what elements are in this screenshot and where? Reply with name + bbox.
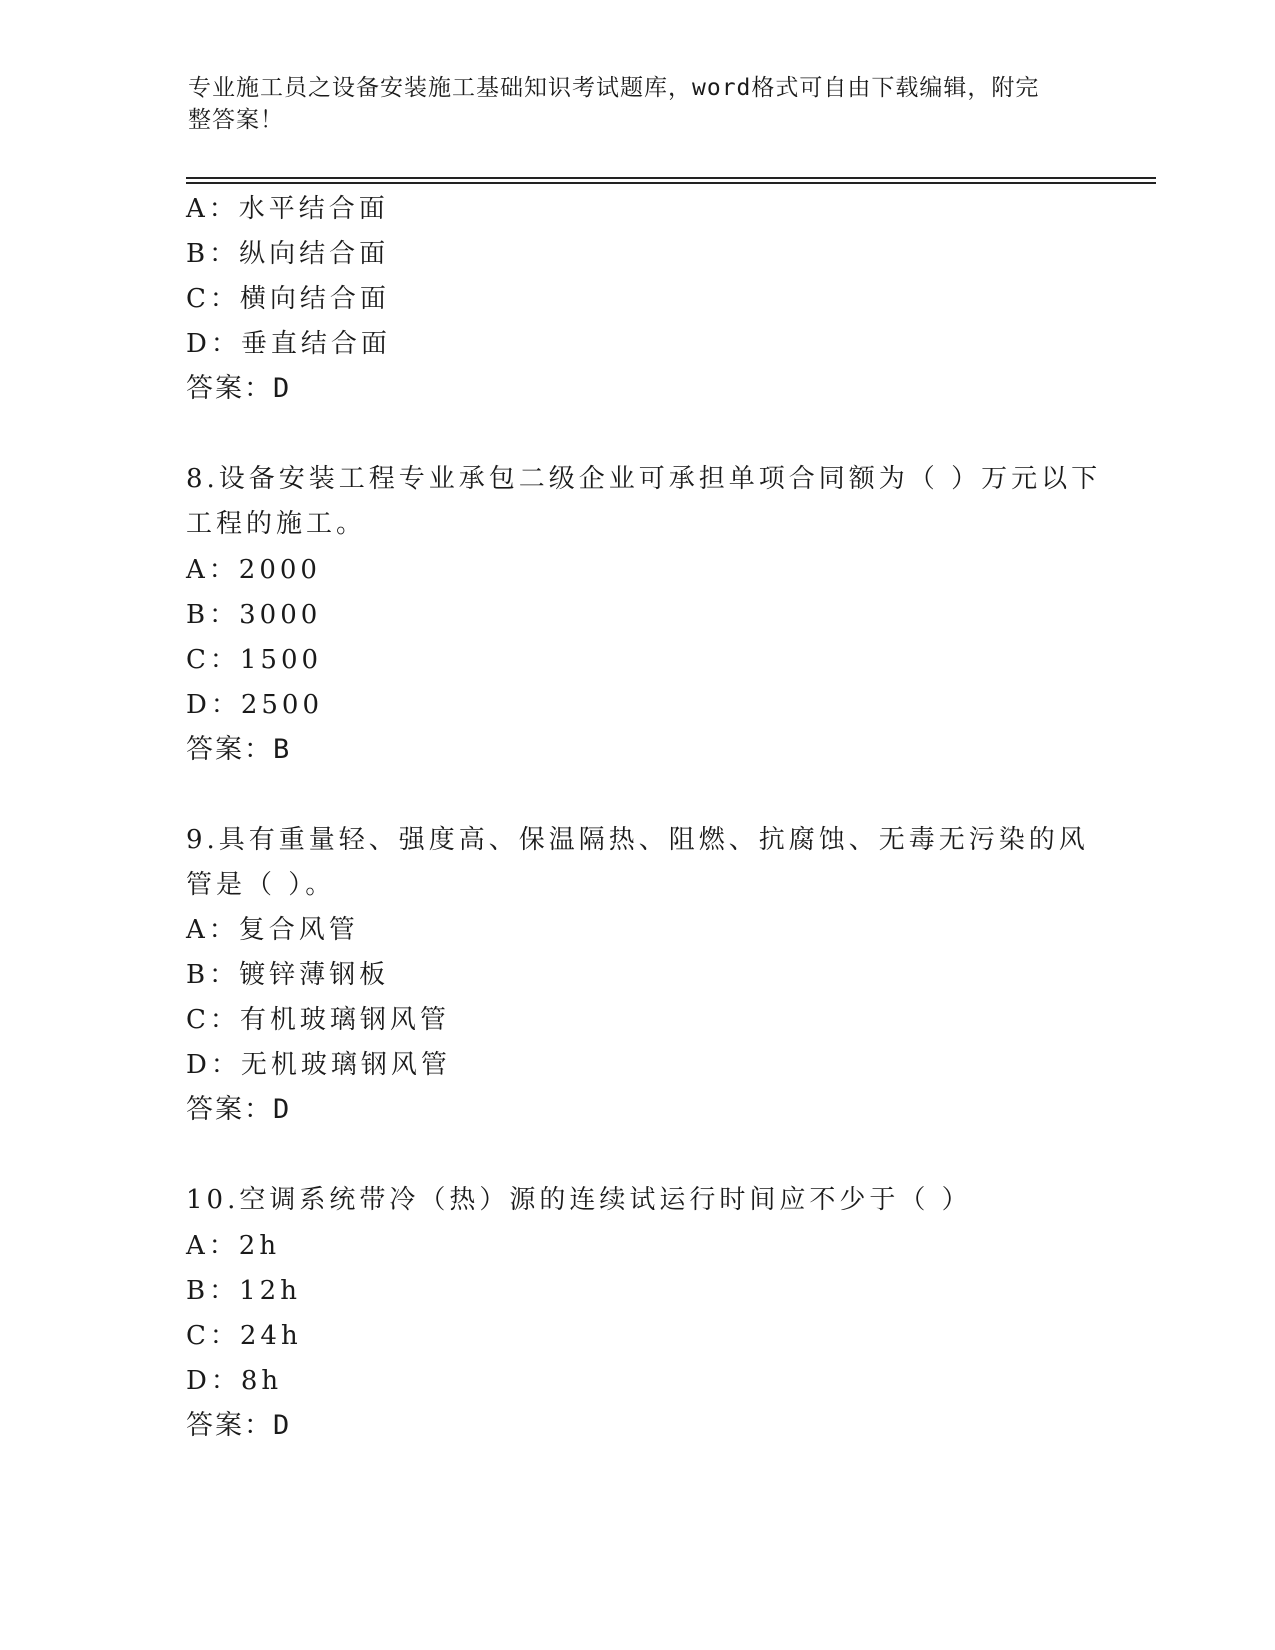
q10-option-c: C：24h	[186, 1321, 302, 1351]
header-line-1: 专业施工员之设备安装施工基础知识考试题库，word格式可自由下载编辑，附完	[188, 75, 1040, 101]
q10-stem-line-1: 10.空调系统带冷（热）源的连续试运行时间应不少于（ ）	[186, 1185, 972, 1215]
q10-option-d: D：8h	[186, 1366, 283, 1396]
q9-option-d: D：无机玻璃钢风管	[186, 1050, 451, 1080]
q8-answer: 答案：B	[186, 734, 292, 765]
document-header	[188, 72, 1068, 136]
q10-option-a: A：2h	[186, 1231, 281, 1261]
q9-option-b: B：镀锌薄钢板	[186, 960, 390, 990]
q7-option-b: B：纵向结合面	[186, 239, 390, 269]
q8-option-b: B：3000	[186, 600, 322, 630]
q7-option-a: A：水平结合面	[186, 194, 389, 224]
q8-stem-line-1: 8.设备安装工程专业承包二级企业可承担单项合同额为（ ）万元以下	[186, 464, 1102, 494]
q10-option-b: B：12h	[186, 1276, 301, 1306]
q10-answer: 答案：D	[186, 1410, 292, 1441]
q9-answer: 答案：D	[186, 1094, 292, 1125]
q9-option-a: A：复合风管	[186, 915, 359, 945]
header-line-2: 整答案！	[188, 107, 284, 133]
q9-option-c: C：有机玻璃钢风管	[186, 1005, 450, 1035]
q9-stem-line-1: 9.具有重量轻、强度高、保温隔热、阻燃、抗腐蚀、无毒无污染的风	[186, 825, 1089, 855]
q8-option-a: A：2000	[186, 555, 321, 585]
q8-stem-line-2: 工程的施工。	[186, 509, 367, 539]
q7-option-d: D：垂直结合面	[186, 329, 391, 359]
header-rule-bottom	[186, 182, 1156, 184]
q7-option-c: C：横向结合面	[186, 284, 390, 314]
q7-answer: 答案：D	[186, 373, 292, 404]
header-rule-top	[186, 177, 1156, 179]
q8-option-c: C：1500	[186, 645, 323, 675]
q9-stem-line-2: 管是（ ）。	[186, 870, 336, 900]
q8-option-d: D：2500	[186, 690, 324, 720]
